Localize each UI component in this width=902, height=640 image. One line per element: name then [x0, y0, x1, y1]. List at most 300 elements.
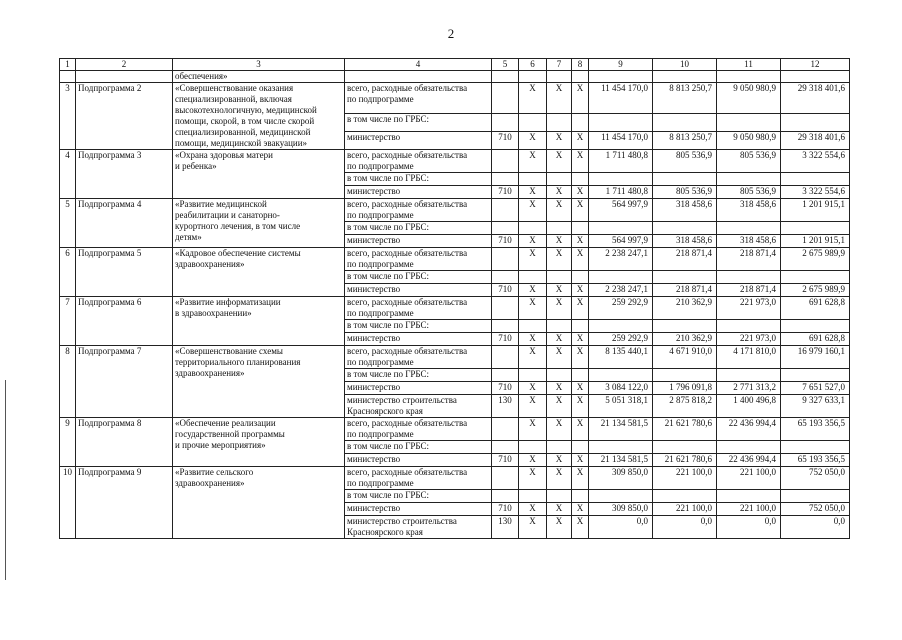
- table-cell: [572, 173, 589, 186]
- total-label: [345, 467, 492, 490]
- table-cell: [781, 271, 850, 284]
- cell-line: здравоохранения»: [175, 259, 245, 269]
- table-cell: [572, 271, 589, 284]
- cell-line: «Развитие медицинской: [175, 199, 267, 209]
- table-cell: [653, 271, 717, 284]
- page-number: 2: [447, 26, 455, 41]
- table-cell: [653, 441, 717, 454]
- amount-cell: 805 536,9: [717, 186, 781, 199]
- x-mark: X: [519, 503, 547, 516]
- table-row: [60, 297, 850, 320]
- grbs-label: в том числе по ГРБС:: [345, 320, 492, 333]
- grbs-label: в том числе по ГРБС:: [345, 114, 492, 132]
- table-cell: [519, 222, 547, 235]
- cell-line: Красноярского края: [347, 406, 423, 416]
- x-mark: X: [519, 150, 547, 173]
- table-cell: [572, 222, 589, 235]
- column-header: 10: [653, 59, 717, 71]
- table-cell: [653, 222, 717, 235]
- table-row: [60, 418, 850, 441]
- amount-cell: 218 871,4: [717, 248, 781, 271]
- table-cell: [781, 114, 850, 132]
- table-cell: [492, 114, 519, 132]
- amount-cell: 0,0: [717, 516, 781, 539]
- cell-line: здравоохранения»: [175, 368, 245, 378]
- ministry-label: министерство: [345, 186, 492, 199]
- column-header: 2: [76, 59, 173, 71]
- program-name: Подпрограмма 5: [76, 248, 173, 297]
- code-cell: [492, 297, 519, 320]
- table-cell: [572, 114, 589, 132]
- cell-line: «Совершенствование схемы: [175, 346, 283, 356]
- table-body: [60, 59, 850, 539]
- x-mark: X: [519, 516, 547, 539]
- table-cell: [781, 441, 850, 454]
- code-cell: [492, 418, 519, 441]
- program-name: Подпрограмма 4: [76, 199, 173, 248]
- program-number: 9: [60, 418, 76, 467]
- table-cell: [717, 441, 781, 454]
- amount-cell: 259 292,9: [589, 333, 653, 346]
- amount-cell: 805 536,9: [653, 150, 717, 173]
- table-row: [60, 150, 850, 173]
- table-cell: [519, 441, 547, 454]
- ministry-label: министерство: [345, 235, 492, 248]
- program-number: 3: [60, 83, 76, 150]
- table-cell: [572, 490, 589, 503]
- table-cell: [717, 114, 781, 132]
- code-cell: 710: [492, 186, 519, 199]
- table-cell: [653, 490, 717, 503]
- cell-line: по подпрограмме: [347, 210, 414, 220]
- program-title: [173, 199, 345, 248]
- code-cell: 710: [492, 503, 519, 516]
- code-cell: 130: [492, 395, 519, 418]
- amount-cell: 318 458,6: [653, 199, 717, 222]
- amount-cell: 65 193 356,5: [781, 418, 850, 441]
- amount-cell: 16 979 160,1: [781, 346, 850, 369]
- table-cell: [653, 114, 717, 132]
- table-cell: [547, 222, 572, 235]
- grbs-label: в том числе по ГРБС:: [345, 271, 492, 284]
- column-header: 6: [519, 59, 547, 71]
- amount-cell: 805 536,9: [717, 150, 781, 173]
- amount-cell: 9 050 980,9: [717, 83, 781, 114]
- x-mark: X: [547, 454, 572, 467]
- amount-cell: 691 628,8: [781, 297, 850, 320]
- table-cell: [589, 271, 653, 284]
- column-header: 11: [717, 59, 781, 71]
- amount-cell: 21 134 581,5: [589, 454, 653, 467]
- grbs-label: в том числе по ГРБС:: [345, 441, 492, 454]
- program-title-continuation: обеспечения»: [173, 71, 345, 83]
- table-cell: [492, 222, 519, 235]
- cell-line: реабилитации и санаторно-: [175, 210, 280, 220]
- table-cell: [572, 441, 589, 454]
- x-mark: X: [547, 503, 572, 516]
- cell-line: всего, расходные обязательства: [347, 467, 468, 477]
- table-cell: [519, 71, 547, 83]
- column-header: 12: [781, 59, 850, 71]
- amount-cell: 752 050,0: [781, 467, 850, 490]
- x-mark: X: [547, 199, 572, 222]
- x-mark: X: [547, 297, 572, 320]
- amount-cell: 564 997,9: [589, 199, 653, 222]
- table-cell: [519, 369, 547, 382]
- cell-line: по подпрограмме: [347, 478, 414, 488]
- table-cell: [781, 222, 850, 235]
- x-mark: X: [519, 382, 547, 395]
- ministry-label: министерство: [345, 132, 492, 150]
- amount-cell: 11 454 170,0: [589, 83, 653, 114]
- table-cell: [653, 173, 717, 186]
- cell-line: «Обеспечение реализации: [175, 418, 276, 428]
- total-label: [345, 297, 492, 320]
- table-cell: [492, 490, 519, 503]
- amount-cell: 221 100,0: [653, 503, 717, 516]
- amount-cell: 8 813 250,7: [653, 132, 717, 150]
- x-mark: X: [547, 418, 572, 441]
- amount-cell: 1 201 915,1: [781, 235, 850, 248]
- program-title: [173, 248, 345, 297]
- program-number: 6: [60, 248, 76, 297]
- grbs-label: в том числе по ГРБС:: [345, 369, 492, 382]
- ministry-label: министерство: [345, 454, 492, 467]
- amount-cell: 221 973,0: [717, 297, 781, 320]
- table-cell: [547, 173, 572, 186]
- program-name: Подпрограмма 2: [76, 83, 173, 150]
- table-cell: [717, 320, 781, 333]
- amount-cell: 210 362,9: [653, 333, 717, 346]
- amount-cell: 0,0: [781, 516, 850, 539]
- table-cell: [589, 369, 653, 382]
- table-row: [60, 59, 850, 71]
- table-row: [60, 346, 850, 369]
- amount-cell: 21 621 780,6: [653, 454, 717, 467]
- code-cell: [492, 248, 519, 271]
- amount-cell: 691 628,8: [781, 333, 850, 346]
- cell-line: по подпрограмме: [347, 308, 414, 318]
- table-cell: [547, 271, 572, 284]
- x-mark: X: [519, 333, 547, 346]
- amount-cell: 21 134 581,5: [589, 418, 653, 441]
- code-cell: [492, 83, 519, 114]
- code-cell: 710: [492, 132, 519, 150]
- x-mark: X: [547, 346, 572, 369]
- program-table: [59, 58, 850, 539]
- program-name: Подпрограмма 8: [76, 418, 173, 467]
- x-mark: X: [519, 199, 547, 222]
- table-cell: [781, 369, 850, 382]
- table-cell: [717, 173, 781, 186]
- amount-cell: 259 292,9: [589, 297, 653, 320]
- x-mark: X: [572, 297, 589, 320]
- table-cell: [519, 173, 547, 186]
- x-mark: X: [519, 297, 547, 320]
- table-cell: [60, 71, 76, 83]
- table-row: [60, 248, 850, 271]
- table-cell: [492, 320, 519, 333]
- ministry-label: министерство: [345, 284, 492, 297]
- x-mark: X: [519, 418, 547, 441]
- amount-cell: 309 850,0: [589, 503, 653, 516]
- amount-cell: 2 238 247,1: [589, 248, 653, 271]
- x-mark: X: [519, 284, 547, 297]
- x-mark: X: [572, 132, 589, 150]
- cell-line: высокотехнологичную, медицинской: [175, 105, 317, 115]
- x-mark: X: [519, 467, 547, 490]
- amount-cell: 1 711 480,8: [589, 150, 653, 173]
- program-number: 8: [60, 346, 76, 418]
- table-cell: [547, 320, 572, 333]
- amount-cell: 218 871,4: [653, 284, 717, 297]
- total-label: [345, 83, 492, 114]
- column-header: 1: [60, 59, 76, 71]
- amount-cell: 1 796 091,8: [653, 382, 717, 395]
- amount-cell: 4 671 910,0: [653, 346, 717, 369]
- cell-line: всего, расходные обязательства: [347, 346, 468, 356]
- x-mark: X: [572, 346, 589, 369]
- table-cell: [547, 71, 572, 83]
- cell-line: «Охрана здоровья матери: [175, 150, 273, 160]
- amount-cell: 309 850,0: [589, 467, 653, 490]
- amount-cell: 11 454 170,0: [589, 132, 653, 150]
- x-mark: X: [547, 284, 572, 297]
- cell-line: министерство строительства: [347, 516, 457, 526]
- table-cell: [492, 369, 519, 382]
- total-label: [345, 199, 492, 222]
- x-mark: X: [547, 333, 572, 346]
- amount-cell: 221 973,0: [717, 333, 781, 346]
- cell-line: по подпрограмме: [347, 429, 414, 439]
- table-cell: [781, 490, 850, 503]
- amount-cell: 210 362,9: [653, 297, 717, 320]
- amount-cell: 221 100,0: [717, 503, 781, 516]
- amount-cell: 21 621 780,6: [653, 418, 717, 441]
- table-cell: [653, 71, 717, 83]
- amount-cell: 4 171 810,0: [717, 346, 781, 369]
- amount-cell: 805 536,9: [653, 186, 717, 199]
- cell-line: «Совершенствование оказания: [175, 83, 294, 93]
- column-header: 9: [589, 59, 653, 71]
- amount-cell: 29 318 401,6: [781, 83, 850, 114]
- x-mark: X: [547, 150, 572, 173]
- x-mark: X: [519, 395, 547, 418]
- program-number: 10: [60, 467, 76, 539]
- table-cell: [717, 490, 781, 503]
- cell-line: и ребенка»: [175, 161, 217, 171]
- cell-line: курортного лечения, в том числе: [175, 221, 301, 231]
- amount-cell: 3 084 122,0: [589, 382, 653, 395]
- program-title: [173, 83, 345, 150]
- table-cell: [653, 369, 717, 382]
- program-name: Подпрограмма 7: [76, 346, 173, 418]
- amount-cell: 1 400 496,8: [717, 395, 781, 418]
- table-cell: [717, 71, 781, 83]
- x-mark: X: [547, 235, 572, 248]
- cell-line: всего, расходные обязательства: [347, 418, 468, 428]
- program-name: Подпрограмма 3: [76, 150, 173, 199]
- table-cell: [492, 173, 519, 186]
- table-cell: [717, 222, 781, 235]
- cell-line: помощи, скорой, в том числе скорой: [175, 116, 315, 126]
- x-mark: X: [572, 382, 589, 395]
- column-header: 7: [547, 59, 572, 71]
- table-cell: [589, 441, 653, 454]
- x-mark: X: [572, 186, 589, 199]
- code-cell: 130: [492, 516, 519, 539]
- code-cell: 710: [492, 284, 519, 297]
- table-cell: [653, 320, 717, 333]
- table-cell: [781, 320, 850, 333]
- amount-cell: 318 458,6: [653, 235, 717, 248]
- table-row: [60, 71, 850, 83]
- amount-cell: 8 135 440,1: [589, 346, 653, 369]
- cell-line: Красноярского края: [347, 527, 423, 537]
- table-cell: [572, 369, 589, 382]
- program-title: [173, 150, 345, 199]
- x-mark: X: [519, 248, 547, 271]
- x-mark: X: [572, 454, 589, 467]
- x-mark: X: [547, 516, 572, 539]
- table-cell: [547, 369, 572, 382]
- program-number: 4: [60, 150, 76, 199]
- x-mark: X: [572, 284, 589, 297]
- program-title: [173, 346, 345, 418]
- amount-cell: 2 238 247,1: [589, 284, 653, 297]
- table-cell: [589, 320, 653, 333]
- table-cell: [589, 71, 653, 83]
- x-mark: X: [519, 132, 547, 150]
- table-cell: [717, 369, 781, 382]
- code-cell: [492, 199, 519, 222]
- program-title: [173, 297, 345, 346]
- table-row: [60, 199, 850, 222]
- program-name: Подпрограмма 6: [76, 297, 173, 346]
- cell-line: по подпрограмме: [347, 357, 414, 367]
- amount-cell: 3 322 554,6: [781, 150, 850, 173]
- cell-line: всего, расходные обязательства: [347, 199, 468, 209]
- cell-line: в здравоохранении»: [175, 308, 252, 318]
- x-mark: X: [519, 186, 547, 199]
- cell-line: «Кадровое обеспечение системы: [175, 248, 301, 258]
- total-label: [345, 150, 492, 173]
- amount-cell: 2 675 989,9: [781, 248, 850, 271]
- ministry-label: министерство: [345, 382, 492, 395]
- cell-line: государственной программы: [175, 429, 285, 439]
- x-mark: X: [519, 346, 547, 369]
- program-name: Подпрограмма 9: [76, 467, 173, 539]
- table-cell: [589, 222, 653, 235]
- amount-cell: 7 651 527,0: [781, 382, 850, 395]
- table-cell: [781, 173, 850, 186]
- code-cell: [492, 346, 519, 369]
- amount-cell: 9 050 980,9: [717, 132, 781, 150]
- x-mark: X: [572, 516, 589, 539]
- cell-line: помощи, медицинской эвакуации»: [175, 138, 308, 148]
- cell-line: по подпрограмме: [347, 161, 414, 171]
- cell-line: «Развитие информатизации: [175, 297, 281, 307]
- table-cell: [547, 114, 572, 132]
- amount-cell: 218 871,4: [717, 284, 781, 297]
- total-label: [345, 248, 492, 271]
- table-row: [60, 467, 850, 490]
- table-cell: [572, 71, 589, 83]
- amount-cell: 29 318 401,6: [781, 132, 850, 150]
- column-header: 8: [572, 59, 589, 71]
- table-cell: [572, 320, 589, 333]
- cell-line: и прочие мероприятия»: [175, 440, 266, 450]
- amount-cell: 2 675 989,9: [781, 284, 850, 297]
- amount-cell: 752 050,0: [781, 503, 850, 516]
- x-mark: X: [547, 132, 572, 150]
- program-title: [173, 418, 345, 467]
- amount-cell: 318 458,6: [717, 199, 781, 222]
- x-mark: X: [572, 248, 589, 271]
- amount-cell: 2 771 313,2: [717, 382, 781, 395]
- table-cell: [492, 71, 519, 83]
- cell-line: министерство строительства: [347, 395, 457, 405]
- table-cell: [519, 114, 547, 132]
- x-mark: X: [572, 150, 589, 173]
- amount-cell: 22 436 994,4: [717, 454, 781, 467]
- ministry-label: министерство: [345, 503, 492, 516]
- x-mark: X: [547, 382, 572, 395]
- table-cell: [717, 271, 781, 284]
- amount-cell: 221 100,0: [653, 467, 717, 490]
- table-cell: [519, 271, 547, 284]
- amount-cell: 22 436 994,4: [717, 418, 781, 441]
- amount-cell: 0,0: [589, 516, 653, 539]
- table-cell: [547, 490, 572, 503]
- x-mark: X: [572, 418, 589, 441]
- x-mark: X: [519, 235, 547, 248]
- table-cell: [781, 71, 850, 83]
- code-cell: [492, 150, 519, 173]
- x-mark: X: [572, 467, 589, 490]
- amount-cell: 1 201 915,1: [781, 199, 850, 222]
- x-mark: X: [519, 454, 547, 467]
- grbs-label: в том числе по ГРБС:: [345, 173, 492, 186]
- cell-line: «Развитие сельского: [175, 467, 254, 477]
- table-cell: [589, 490, 653, 503]
- x-mark: X: [572, 199, 589, 222]
- amount-cell: 318 458,6: [717, 235, 781, 248]
- grbs-label: в том числе по ГРБС:: [345, 222, 492, 235]
- amount-cell: 8 813 250,7: [653, 83, 717, 114]
- amount-cell: 65 193 356,5: [781, 454, 850, 467]
- x-mark: X: [572, 235, 589, 248]
- cell-line: всего, расходные обязательства: [347, 83, 468, 93]
- column-header: 5: [492, 59, 519, 71]
- table-cell: [345, 71, 492, 83]
- amount-cell: 1 711 480,8: [589, 186, 653, 199]
- amount-cell: 2 875 818,2: [653, 395, 717, 418]
- table-cell: [519, 490, 547, 503]
- code-cell: 710: [492, 333, 519, 346]
- table-cell: [519, 320, 547, 333]
- cell-line: детям»: [175, 232, 202, 242]
- grbs-label: в том числе по ГРБС:: [345, 490, 492, 503]
- amount-cell: 218 871,4: [653, 248, 717, 271]
- cell-line: всего, расходные обязательства: [347, 248, 468, 258]
- cell-line: всего, расходные обязательства: [347, 297, 468, 307]
- amount-cell: 0,0: [653, 516, 717, 539]
- cell-line: здравоохранения»: [175, 478, 245, 488]
- cell-line: по подпрограмме: [347, 259, 414, 269]
- code-cell: [492, 467, 519, 490]
- program-title: [173, 467, 345, 539]
